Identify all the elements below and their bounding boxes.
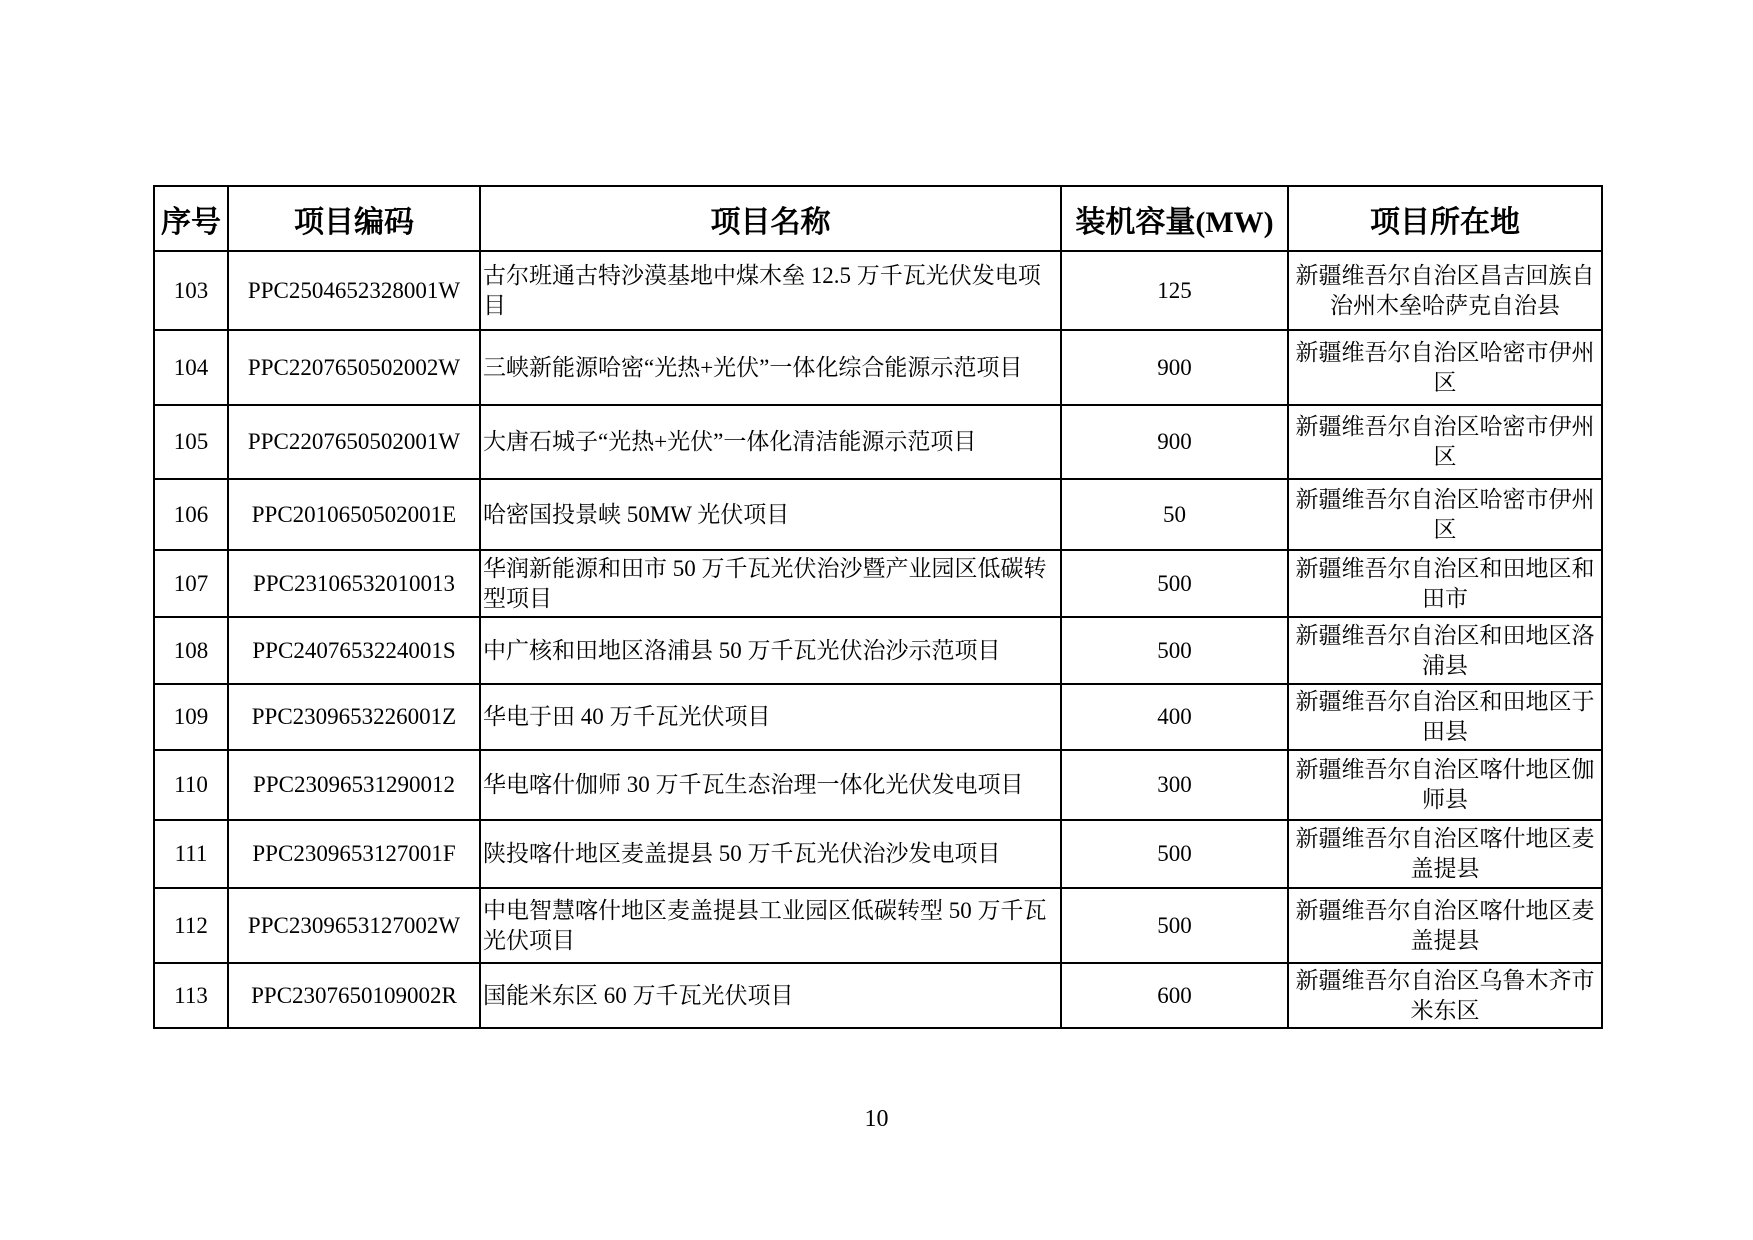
cell-capacity: 500: [1061, 820, 1288, 888]
header-location: 项目所在地: [1288, 186, 1602, 251]
cell-name: 大唐石城子“光热+光伏”一体化清洁能源示范项目: [480, 405, 1061, 479]
cell-seq: 108: [154, 617, 228, 684]
header-name: 项目名称: [480, 186, 1061, 251]
cell-capacity: 400: [1061, 684, 1288, 750]
cell-location: 新疆维吾尔自治区和田地区洛浦县: [1288, 617, 1602, 684]
cell-seq: 106: [154, 479, 228, 550]
cell-seq: 105: [154, 405, 228, 479]
cell-seq: 107: [154, 550, 228, 617]
table-row: [154, 330, 1602, 405]
table-body: [154, 251, 1602, 1028]
table-row: [154, 405, 1602, 479]
cell-seq: 110: [154, 750, 228, 820]
cell-seq: 104: [154, 330, 228, 405]
cell-capacity: 900: [1061, 330, 1288, 405]
cell-code: PPC2407653224001S: [228, 617, 480, 684]
cell-code: PPC23096531290012: [228, 750, 480, 820]
cell-name: 华电于田 40 万千瓦光伏项目: [480, 684, 1061, 750]
cell-location: 新疆维吾尔自治区昌吉回族自治州木垒哈萨克自治县: [1288, 251, 1602, 330]
cell-capacity: 300: [1061, 750, 1288, 820]
cell-name: 三峡新能源哈密“光热+光伏”一体化综合能源示范项目: [480, 330, 1061, 405]
cell-code: PPC2207650502002W: [228, 330, 480, 405]
cell-location: 新疆维吾尔自治区和田地区于田县: [1288, 684, 1602, 750]
cell-code: PPC2307650109002R: [228, 963, 480, 1028]
cell-location: 新疆维吾尔自治区哈密市伊州区: [1288, 479, 1602, 550]
cell-capacity: 500: [1061, 617, 1288, 684]
cell-capacity: 600: [1061, 963, 1288, 1028]
table-row: [154, 963, 1602, 1028]
cell-code: PPC2309653127002W: [228, 888, 480, 963]
cell-code: PPC2207650502001W: [228, 405, 480, 479]
cell-capacity: 125: [1061, 251, 1288, 330]
table-header: [154, 186, 1602, 251]
cell-location: 新疆维吾尔自治区喀什地区麦盖提县: [1288, 888, 1602, 963]
table-row: [154, 617, 1602, 684]
page-number: 10: [864, 1106, 889, 1132]
cell-capacity: 500: [1061, 888, 1288, 963]
cell-seq: 111: [154, 820, 228, 888]
table-row: [154, 251, 1602, 330]
header-seq: 序号: [154, 186, 228, 251]
cell-name: 国能米东区 60 万千瓦光伏项目: [480, 963, 1061, 1028]
cell-name: 古尔班通古特沙漠基地中煤木垒 12.5 万千瓦光伏发电项目: [480, 251, 1061, 330]
table-row: [154, 750, 1602, 820]
cell-capacity: 500: [1061, 550, 1288, 617]
cell-capacity: 900: [1061, 405, 1288, 479]
header-row: [154, 186, 1602, 251]
table-row: [154, 820, 1602, 888]
table-row: [154, 479, 1602, 550]
table-row: [154, 888, 1602, 963]
header-capacity: 装机容量(MW): [1061, 186, 1288, 251]
cell-name: 哈密国投景峡 50MW 光伏项目: [480, 479, 1061, 550]
cell-location: 新疆维吾尔自治区哈密市伊州区: [1288, 330, 1602, 405]
projects-table: [153, 185, 1603, 1029]
cell-seq: 103: [154, 251, 228, 330]
cell-location: 新疆维吾尔自治区哈密市伊州区: [1288, 405, 1602, 479]
cell-seq: 112: [154, 888, 228, 963]
cell-name: 陕投喀什地区麦盖提县 50 万千瓦光伏治沙发电项目: [480, 820, 1061, 888]
header-code: 项目编码: [228, 186, 480, 251]
table-row: [154, 550, 1602, 617]
cell-seq: 113: [154, 963, 228, 1028]
cell-location: 新疆维吾尔自治区喀什地区麦盖提县: [1288, 820, 1602, 888]
cell-name: 华电喀什伽师 30 万千瓦生态治理一体化光伏发电项目: [480, 750, 1061, 820]
cell-capacity: 50: [1061, 479, 1288, 550]
cell-name: 中广核和田地区洛浦县 50 万千瓦光伏治沙示范项目: [480, 617, 1061, 684]
cell-code: PPC2309653127001F: [228, 820, 480, 888]
cell-location: 新疆维吾尔自治区和田地区和田市: [1288, 550, 1602, 617]
table-row: [154, 684, 1602, 750]
cell-code: PPC2504652328001W: [228, 251, 480, 330]
cell-name: 中电智慧喀什地区麦盖提县工业园区低碳转型 50 万千瓦光伏项目: [480, 888, 1061, 963]
cell-name: 华润新能源和田市 50 万千瓦光伏治沙暨产业园区低碳转型项目: [480, 550, 1061, 617]
cell-location: 新疆维吾尔自治区喀什地区伽师县: [1288, 750, 1602, 820]
cell-code: PPC2309653226001Z: [228, 684, 480, 750]
cell-code: PPC23106532010013: [228, 550, 480, 617]
cell-location: 新疆维吾尔自治区乌鲁木齐市米东区: [1288, 963, 1602, 1028]
cell-code: PPC2010650502001E: [228, 479, 480, 550]
cell-seq: 109: [154, 684, 228, 750]
